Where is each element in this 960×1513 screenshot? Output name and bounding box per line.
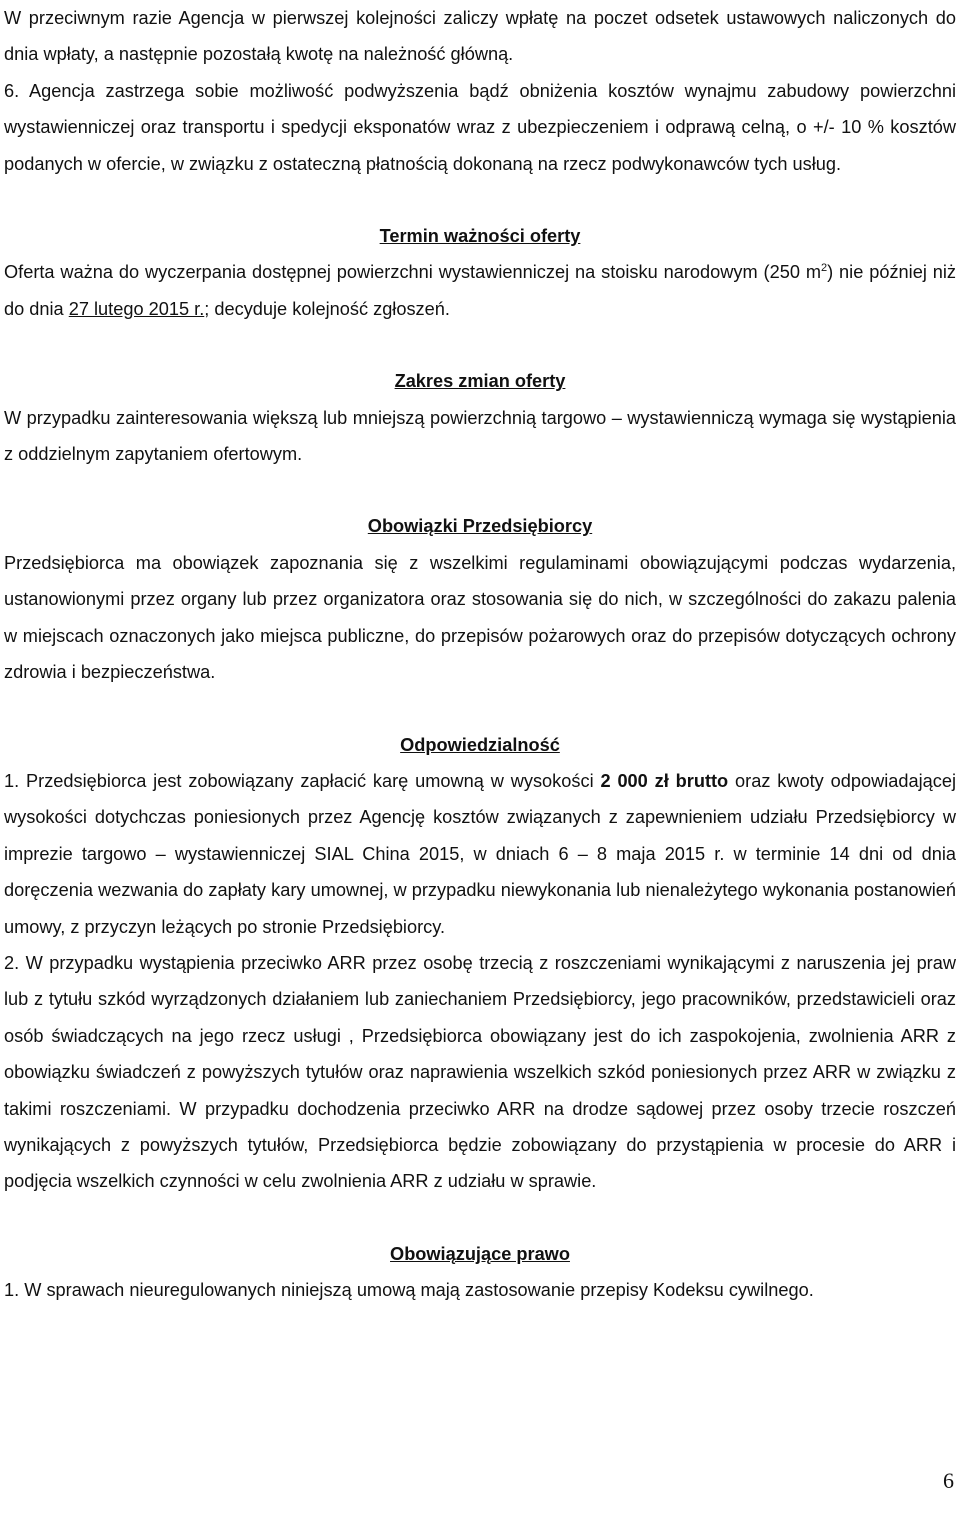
liability-paragraph-2: 2. W przypadku wystąpienia przeciwko ARR przez osobę trzecią z roszczeniami wynikającymi z naruszenia jej praw lub z tytułu szkód wyrządzonych działaniem lub zaniechaniem Przedsiębiorcy, jego pracowników, przedstawicieli oraz osób świadczących na jego rzecz usługi , Przedsiębiorca obowiązany jest do ich zaspokojenia, zwolnienia ARR z obowiązku świadczeń z powyższych tytułów oraz naprawienia wszelkich szkód poniesionych przez ARR w związku z takimi roszczeniami. W przypadku dochodzenia przeciwko ARR na drodze sądowej przez osoby trzecie roszczeń wynikających z powyższych tytułów, Przedsiębiorca będzie zobowiązany do przystąpienia w procesie do ARR i podjęcia wszelkich czynności w celu zwolnienia ARR z udziału w sprawie.: [4, 952, 956, 1192]
liability-amount: 2 000 zł brutto: [600, 770, 729, 791]
duties-paragraph: Przedsiębiorca ma obowiązek zapoznania się z wszelkimi regulaminami obowiązującymi podczas wydarzenia, ustanowionymi przez organy lub przez organizatora oraz stosowania się do nich, w szczególności do zakazu palenia w miejscach oznaczonych jako miejsca publiczne, do przepisów pożarowych oraz do przepisów dotyczących ochrony zdrowia i bezpieczeństwa.: [4, 552, 956, 683]
validity-paragraph: [4, 254, 956, 327]
validity-text-c: decyduje kolejność zgłoszeń.: [209, 298, 450, 319]
liability-paragraph-1: [4, 763, 956, 945]
law-paragraph-1: 1. W sprawach nieuregulowanych niniejszą umową mają zastosowanie przepisy Kodeksu cywilnego.: [4, 1280, 814, 1301]
validity-text-a: Oferta ważna do wyczerpania dostępnej powierzchni wystawienniczej na stoisku narodowym (250 m: [4, 262, 821, 283]
changes-heading: Zakres zmian oferty: [394, 371, 566, 392]
liability-p1-b: oraz kwoty odpowiadającej wysokości dotychczas poniesionych przez Agencję kosztów związanych z zapewnieniem udziału Przedsiębiorcy w imprezie targowo – wystawienniczej SIAL China 2015, w dniach 6 – 8 maja 2015 r. w terminie 14 dni od dnia doręczenia wezwania do zapłaty kary umownej, w przypadku niewykonania lub nienależytego wykonania postanowień umowy, z przyczyn leżących po stronie Przedsiębiorcy.: [4, 770, 956, 937]
validity-sep: ;: [204, 298, 210, 319]
validity-heading: Termin ważności oferty: [379, 226, 581, 247]
validity-text-b: ) nie później niż do dnia: [4, 262, 957, 319]
validity-date: 27 lutego 2015 r.: [68, 298, 205, 319]
duties-heading: Obowiązki Przedsiębiorcy: [367, 516, 593, 537]
validity-sup: 2: [820, 262, 828, 275]
intro-paragraph-1: W przeciwnym razie Agencja w pierwszej kolejności zaliczy wpłatę na poczet odsetek ustawowych naliczonych do dnia wpłaty, a następnie pozostałą kwotę na należność główną.: [4, 8, 956, 65]
document-page: [4, 0, 956, 1309]
liability-heading: Odpowiedzialność: [400, 734, 560, 755]
liability-p1-a: 1. Przedsiębiorca jest zobowiązany zapłacić karę umowną w wysokości: [4, 770, 601, 791]
intro-paragraph-2: 6. Agencja zastrzega sobie możliwość podwyższenia bądź obniżenia kosztów wynajmu zabudowy powierzchni wystawienniczej oraz transportu i spedycji eksponatów wraz z ubezpieczeniem i odprawą celną, o +/- 10 % kosztów podanych w ofercie, w związku z ostateczną płatnością dokonaną na rzecz podwykonawców tych usług.: [4, 80, 956, 174]
page-number: 6: [943, 1468, 954, 1493]
law-heading: Obowiązujące prawo: [390, 1243, 570, 1264]
changes-paragraph: W przypadku zainteresowania większą lub mniejszą powierzchnią targowo – wystawienniczą wymaga się wystąpienia z oddzielnym zapytaniem ofertowym.: [4, 407, 956, 465]
